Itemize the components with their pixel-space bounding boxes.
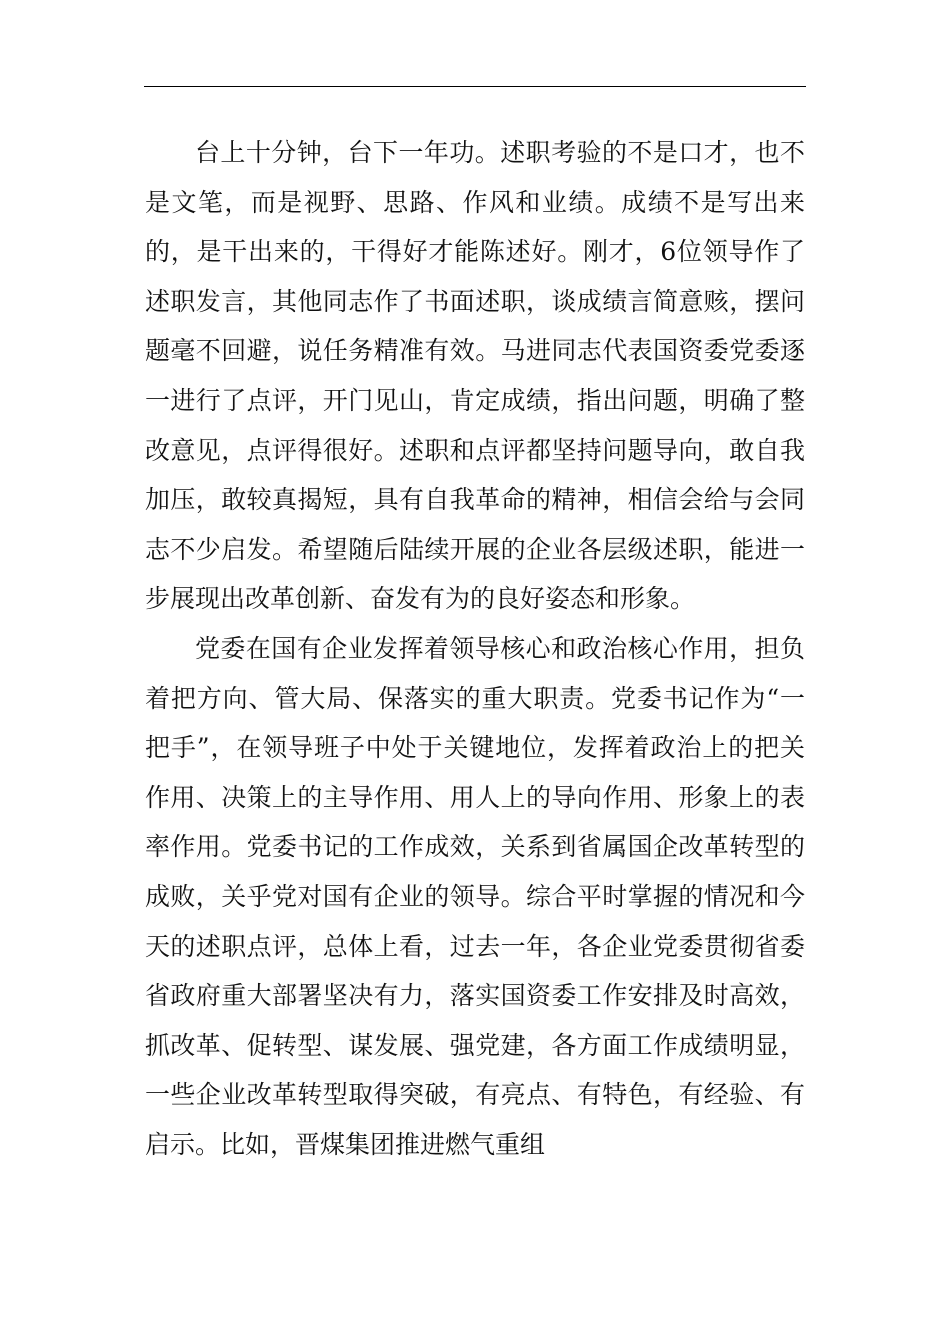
header-rule xyxy=(144,86,806,87)
document-body xyxy=(145,128,805,1169)
paragraph-1: 台上十分钟，台下一年功。述职考验的不是口才，也不是文笔，而是视野、思路、作风和业绩。成绩不是写出来的，是干出来的，干得好才能陈述好。刚才，6位领导作了述职发言，其他同志作了书面述职，谈成绩言简意赅，摆问题毫不回避，说任务精准有效。马进同志代表国资委党委逐一进行了点评，开门见山，肯定成绩，指出问题，明确了整改意见，点评得很好。述职和点评都坚持问题导向，敢自我加压，敢较真揭短，具有自我革命的精神，相信会给与会同志不少启发。希望随后陆续开展的企业各层级述职，能进一步展现出改革创新、奋发有为的良好姿态和形象。 xyxy=(145,138,805,614)
paragraph-2: 党委在国有企业发挥着领导核心和政治核心作用，担负着把方向、管大局、保落实的重大职责。党委书记作为“一把手”，在领导班子中处于关键地位，发挥着政治上的把关作用、决策上的主导作用、用人上的导向作用、形象上的表率作用。党委书记的工作成效，关系到省属国企改革转型的成败，关乎党对国有企业的领导。综合平时掌握的情况和今天的述职点评，总体上看，过去一年，各企业党委贯彻省委省政府重大部署坚决有力，落实国资委工作安排及时高效，抓改革、促转型、谋发展、强党建，各方面工作成绩明显，一些企业改革转型取得突破，有亮点、有特色，有经验、有启示。比如，晋煤集团推进燃气重组 xyxy=(145,633,805,1159)
